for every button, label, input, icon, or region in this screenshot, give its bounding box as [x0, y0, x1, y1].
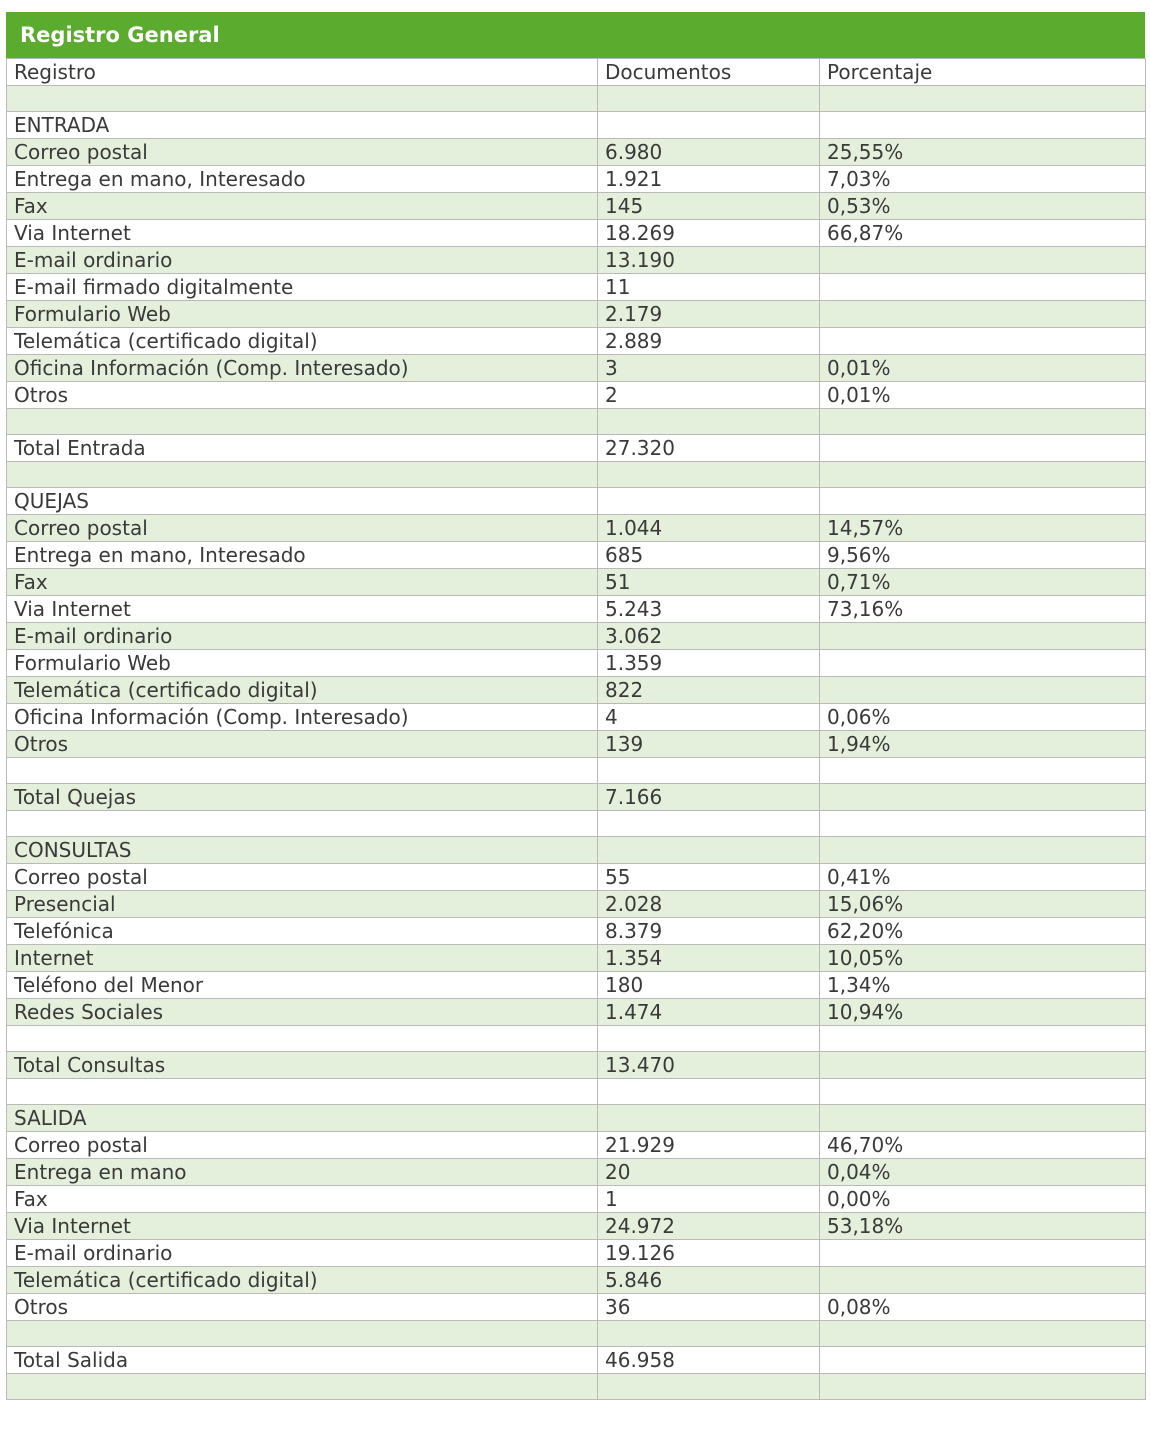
- table-row: [7, 1132, 1146, 1159]
- porcentaje-cell: 0,53%: [820, 193, 1146, 220]
- table-row: [7, 784, 1146, 811]
- registro-cell: Entrega en mano, Interesado: [7, 542, 598, 569]
- documentos-cell: [598, 837, 820, 864]
- documentos-cell: 6.980: [598, 139, 820, 166]
- table-row: [7, 355, 1146, 382]
- registro-cell: E-mail firmado digitalmente: [7, 274, 598, 301]
- registro-cell: [7, 1321, 598, 1347]
- porcentaje-cell: [820, 86, 1146, 112]
- porcentaje-cell: [820, 1240, 1146, 1267]
- registro-cell: E-mail ordinario: [7, 247, 598, 274]
- registro-cell: Presencial: [7, 891, 598, 918]
- registro-cell: Oficina Información (Comp. Interesado): [7, 355, 598, 382]
- registro-cell: Fax: [7, 193, 598, 220]
- porcentaje-cell: [820, 758, 1146, 784]
- registro-cell: [7, 811, 598, 837]
- registro-cell: [7, 1079, 598, 1105]
- registro-cell: Redes Sociales: [7, 999, 598, 1026]
- documentos-cell: 51: [598, 569, 820, 596]
- documentos-cell: [598, 1321, 820, 1347]
- porcentaje-cell: [820, 1321, 1146, 1347]
- table-row: [7, 112, 1146, 139]
- documentos-cell: 24.972: [598, 1213, 820, 1240]
- documentos-cell: 1.474: [598, 999, 820, 1026]
- documentos-cell: 145: [598, 193, 820, 220]
- porcentaje-cell: 73,16%: [820, 596, 1146, 623]
- porcentaje-cell: 7,03%: [820, 166, 1146, 193]
- column-header-row: [7, 59, 1146, 86]
- porcentaje-cell: 0,00%: [820, 1186, 1146, 1213]
- documentos-cell: 36: [598, 1294, 820, 1321]
- porcentaje-cell: [820, 409, 1146, 435]
- table-row: [7, 1052, 1146, 1079]
- column-header-documentos: Documentos: [598, 59, 820, 86]
- registro-cell: Correo postal: [7, 139, 598, 166]
- registro-cell: Correo postal: [7, 515, 598, 542]
- porcentaje-cell: 0,08%: [820, 1294, 1146, 1321]
- registro-cell: QUEJAS: [7, 488, 598, 515]
- porcentaje-cell: [820, 1347, 1146, 1374]
- porcentaje-cell: [820, 811, 1146, 837]
- table-row: [7, 515, 1146, 542]
- registro-cell: Total Entrada: [7, 435, 598, 462]
- documentos-cell: [598, 112, 820, 139]
- table-row: [7, 1294, 1146, 1321]
- registro-cell: Otros: [7, 382, 598, 409]
- documentos-cell: 55: [598, 864, 820, 891]
- table-row: [7, 1105, 1146, 1132]
- registro-cell: Telemática (certificado digital): [7, 328, 598, 355]
- registro-cell: Teléfono del Menor: [7, 972, 598, 999]
- table-row: [7, 409, 1146, 435]
- table-body: [7, 86, 1146, 1400]
- table-row: [7, 1240, 1146, 1267]
- porcentaje-cell: 1,34%: [820, 972, 1146, 999]
- porcentaje-cell: [820, 1052, 1146, 1079]
- table-row: [7, 623, 1146, 650]
- documentos-cell: 21.929: [598, 1132, 820, 1159]
- documentos-cell: [598, 1105, 820, 1132]
- registro-cell: [7, 462, 598, 488]
- porcentaje-cell: 14,57%: [820, 515, 1146, 542]
- documentos-cell: 13.190: [598, 247, 820, 274]
- table-row: [7, 731, 1146, 758]
- porcentaje-cell: [820, 677, 1146, 704]
- documentos-cell: 1.044: [598, 515, 820, 542]
- table-row: [7, 382, 1146, 409]
- documentos-cell: 1.354: [598, 945, 820, 972]
- table-row: [7, 972, 1146, 999]
- porcentaje-cell: [820, 1374, 1146, 1400]
- documentos-cell: 20: [598, 1159, 820, 1186]
- documentos-cell: [598, 1079, 820, 1105]
- registro-cell: Formulario Web: [7, 301, 598, 328]
- documentos-cell: 3: [598, 355, 820, 382]
- table-row: [7, 704, 1146, 731]
- documentos-cell: 5.243: [598, 596, 820, 623]
- registro-cell: Via Internet: [7, 1213, 598, 1240]
- table-row: [7, 1267, 1146, 1294]
- porcentaje-cell: 0,06%: [820, 704, 1146, 731]
- documentos-cell: 822: [598, 677, 820, 704]
- documentos-cell: 1.921: [598, 166, 820, 193]
- documentos-cell: [598, 1374, 820, 1400]
- porcentaje-cell: [820, 435, 1146, 462]
- porcentaje-cell: [820, 247, 1146, 274]
- registro-cell: CONSULTAS: [7, 837, 598, 864]
- table-row: [7, 274, 1146, 301]
- table-row: [7, 569, 1146, 596]
- documentos-cell: 5.846: [598, 1267, 820, 1294]
- registro-cell: E-mail ordinario: [7, 623, 598, 650]
- table-row: [7, 596, 1146, 623]
- registro-cell: Otros: [7, 731, 598, 758]
- table-row: [7, 1026, 1146, 1052]
- column-header-registro: Registro: [7, 59, 598, 86]
- registro-cell: Oficina Información (Comp. Interesado): [7, 704, 598, 731]
- registro-cell: Telefónica: [7, 918, 598, 945]
- table-row: [7, 301, 1146, 328]
- registro-cell: ENTRADA: [7, 112, 598, 139]
- documentos-cell: 27.320: [598, 435, 820, 462]
- documentos-cell: [598, 811, 820, 837]
- porcentaje-cell: 0,01%: [820, 355, 1146, 382]
- porcentaje-cell: [820, 112, 1146, 139]
- registro-cell: Formulario Web: [7, 650, 598, 677]
- registro-cell: Via Internet: [7, 596, 598, 623]
- registro-cell: Telemática (certificado digital): [7, 1267, 598, 1294]
- documentos-cell: 8.379: [598, 918, 820, 945]
- porcentaje-cell: [820, 488, 1146, 515]
- registro-cell: Total Salida: [7, 1347, 598, 1374]
- porcentaje-cell: 15,06%: [820, 891, 1146, 918]
- documentos-cell: [598, 86, 820, 112]
- table-row: [7, 435, 1146, 462]
- porcentaje-cell: 25,55%: [820, 139, 1146, 166]
- porcentaje-cell: [820, 1079, 1146, 1105]
- documentos-cell: 18.269: [598, 220, 820, 247]
- documentos-cell: 2: [598, 382, 820, 409]
- table-row: [7, 758, 1146, 784]
- table-row: [7, 918, 1146, 945]
- registro-cell: Telemática (certificado digital): [7, 677, 598, 704]
- table-row: [7, 462, 1146, 488]
- registro-cell: Total Consultas: [7, 1052, 598, 1079]
- porcentaje-cell: [820, 837, 1146, 864]
- porcentaje-cell: [820, 650, 1146, 677]
- porcentaje-cell: [820, 1026, 1146, 1052]
- documentos-cell: 1.359: [598, 650, 820, 677]
- porcentaje-cell: 0,71%: [820, 569, 1146, 596]
- porcentaje-cell: [820, 328, 1146, 355]
- table-row: [7, 677, 1146, 704]
- registro-table: [6, 58, 1146, 1400]
- documentos-cell: [598, 758, 820, 784]
- registro-cell: [7, 758, 598, 784]
- documentos-cell: 19.126: [598, 1240, 820, 1267]
- documentos-cell: 2.889: [598, 328, 820, 355]
- table-row: [7, 891, 1146, 918]
- table-row: [7, 139, 1146, 166]
- table-row: [7, 488, 1146, 515]
- porcentaje-cell: 0,01%: [820, 382, 1146, 409]
- table-row: [7, 999, 1146, 1026]
- porcentaje-cell: 46,70%: [820, 1132, 1146, 1159]
- porcentaje-cell: 66,87%: [820, 220, 1146, 247]
- documentos-cell: 7.166: [598, 784, 820, 811]
- registro-cell: [7, 1374, 598, 1400]
- documentos-cell: 685: [598, 542, 820, 569]
- documentos-cell: 2.028: [598, 891, 820, 918]
- porcentaje-cell: [820, 274, 1146, 301]
- table-row: [7, 1374, 1146, 1400]
- documentos-cell: [598, 488, 820, 515]
- table-row: [7, 1079, 1146, 1105]
- registro-cell: [7, 1026, 598, 1052]
- documentos-cell: 2.179: [598, 301, 820, 328]
- documentos-cell: 4: [598, 704, 820, 731]
- table-row: [7, 1213, 1146, 1240]
- documentos-cell: 1: [598, 1186, 820, 1213]
- porcentaje-cell: 53,18%: [820, 1213, 1146, 1240]
- registro-cell: E-mail ordinario: [7, 1240, 598, 1267]
- porcentaje-cell: 1,94%: [820, 731, 1146, 758]
- table-row: [7, 650, 1146, 677]
- table-row: [7, 864, 1146, 891]
- registro-cell: Via Internet: [7, 220, 598, 247]
- table-row: [7, 1186, 1146, 1213]
- registro-cell: Total Quejas: [7, 784, 598, 811]
- documentos-cell: [598, 1026, 820, 1052]
- registro-cell: Entrega en mano: [7, 1159, 598, 1186]
- porcentaje-cell: 62,20%: [820, 918, 1146, 945]
- table-row: [7, 220, 1146, 247]
- documentos-cell: 180: [598, 972, 820, 999]
- table-row: [7, 1321, 1146, 1347]
- registro-cell: [7, 86, 598, 112]
- documentos-cell: 11: [598, 274, 820, 301]
- table-row: [7, 247, 1146, 274]
- porcentaje-cell: 10,94%: [820, 999, 1146, 1026]
- porcentaje-cell: [820, 462, 1146, 488]
- documentos-cell: 13.470: [598, 1052, 820, 1079]
- table-row: [7, 328, 1146, 355]
- documentos-cell: 46.958: [598, 1347, 820, 1374]
- table-row: [7, 1347, 1146, 1374]
- porcentaje-cell: [820, 301, 1146, 328]
- porcentaje-cell: [820, 1105, 1146, 1132]
- column-header-porcentaje: Porcentaje: [820, 59, 1146, 86]
- porcentaje-cell: [820, 1267, 1146, 1294]
- porcentaje-cell: 0,41%: [820, 864, 1146, 891]
- table-row: [7, 1159, 1146, 1186]
- registro-cell: Correo postal: [7, 864, 598, 891]
- table-row: [7, 166, 1146, 193]
- table-row: [7, 837, 1146, 864]
- registro-general-table-container: [6, 12, 1145, 1400]
- table-title: Registro General: [6, 12, 1145, 58]
- documentos-cell: 3.062: [598, 623, 820, 650]
- table-row: [7, 811, 1146, 837]
- registro-cell: Entrega en mano, Interesado: [7, 166, 598, 193]
- documentos-cell: [598, 409, 820, 435]
- porcentaje-cell: 10,05%: [820, 945, 1146, 972]
- documentos-cell: 139: [598, 731, 820, 758]
- porcentaje-cell: [820, 784, 1146, 811]
- table-row: [7, 945, 1146, 972]
- table-row: [7, 542, 1146, 569]
- registro-cell: [7, 409, 598, 435]
- registro-cell: Otros: [7, 1294, 598, 1321]
- porcentaje-cell: 9,56%: [820, 542, 1146, 569]
- registro-cell: Correo postal: [7, 1132, 598, 1159]
- registro-cell: Internet: [7, 945, 598, 972]
- registro-cell: Fax: [7, 1186, 598, 1213]
- table-row: [7, 86, 1146, 112]
- registro-cell: Fax: [7, 569, 598, 596]
- documentos-cell: [598, 462, 820, 488]
- porcentaje-cell: [820, 623, 1146, 650]
- registro-cell: SALIDA: [7, 1105, 598, 1132]
- table-row: [7, 193, 1146, 220]
- porcentaje-cell: 0,04%: [820, 1159, 1146, 1186]
